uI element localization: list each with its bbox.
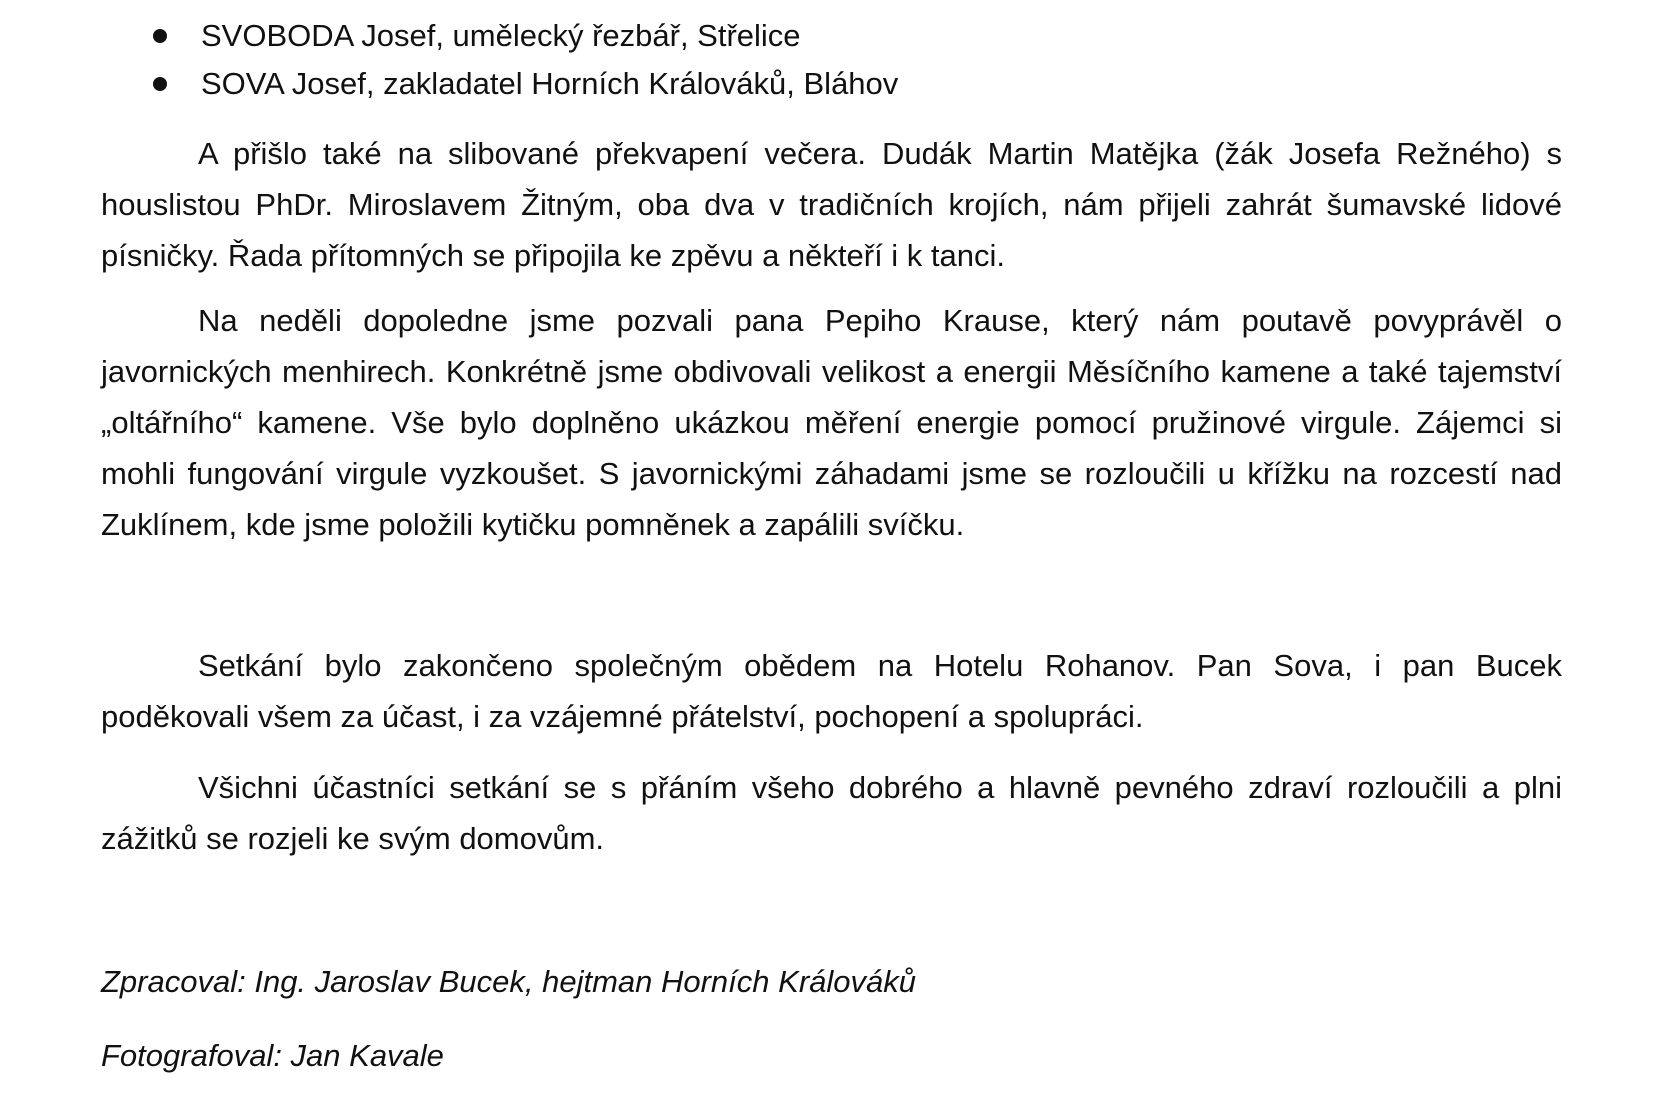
paragraph-block-2 — [101, 295, 1562, 550]
list-item — [0, 12, 1654, 60]
paragraph: Všichni účastníci setkání se s přáním všeho dobrého a hlavně pevného zdraví rozloučili a plni zážitků se rozjeli ke svým domovům. — [101, 770, 1562, 856]
list-item — [0, 60, 1654, 108]
name-list — [0, 12, 1654, 108]
bullet-icon — [153, 77, 167, 91]
photographer-credit: Fotografoval: Jan Kavale — [101, 1038, 444, 1073]
paragraph-block-1 — [101, 128, 1562, 281]
paragraph: A přišlo také na slibované překvapení večera. Dudák Martin Matějka (žák Josefa Režného) s houslistou PhDr. Miroslavem Žitným, oba dva v tradičních krojích, nám přijeli zahrát šumavské lidové písničky. Řada přítomných se připojila ke zpěvu a někteří i k tanci. — [101, 136, 1562, 273]
paragraph-block-3 — [101, 640, 1562, 742]
paragraph: Na neděli dopoledne jsme pozvali pana Pepiho Krause, který nám poutavě povyprávěl o javornických menhirech. Konkrétně jsme obdivovali velikost a energii Měsíčního kamene a také tajemství „oltářního“ kamene. Vše bylo doplněno ukázkou měření energie pomocí pružinové virgule. Zájemci si mohli fungování virgule vyzkoušet. S javornickými záhadami jsme se rozloučili u křížku na rozcestí nad Zuklínem, kde jsme položili kytičku pomněnek a zapálili svíčku. — [101, 303, 1562, 542]
paragraph: Setkání bylo zakončeno společným obědem na Hotelu Rohanov. Pan Sova, i pan Bucek poděkovali všem za účast, i za vzájemné přátelství, pochopení a spolupráci. — [101, 648, 1562, 734]
list-item-text: SVOBODA Josef, umělecký řezbář, Střelice — [201, 18, 801, 53]
bullet-icon — [153, 29, 167, 43]
author-credit: Zpracoval: Ing. Jaroslav Bucek, hejtman Horních Králováků — [101, 964, 916, 999]
list-item-text: SOVA Josef, zakladatel Horních Králováků, Bláhov — [201, 66, 899, 101]
paragraph-block-4 — [101, 762, 1562, 864]
